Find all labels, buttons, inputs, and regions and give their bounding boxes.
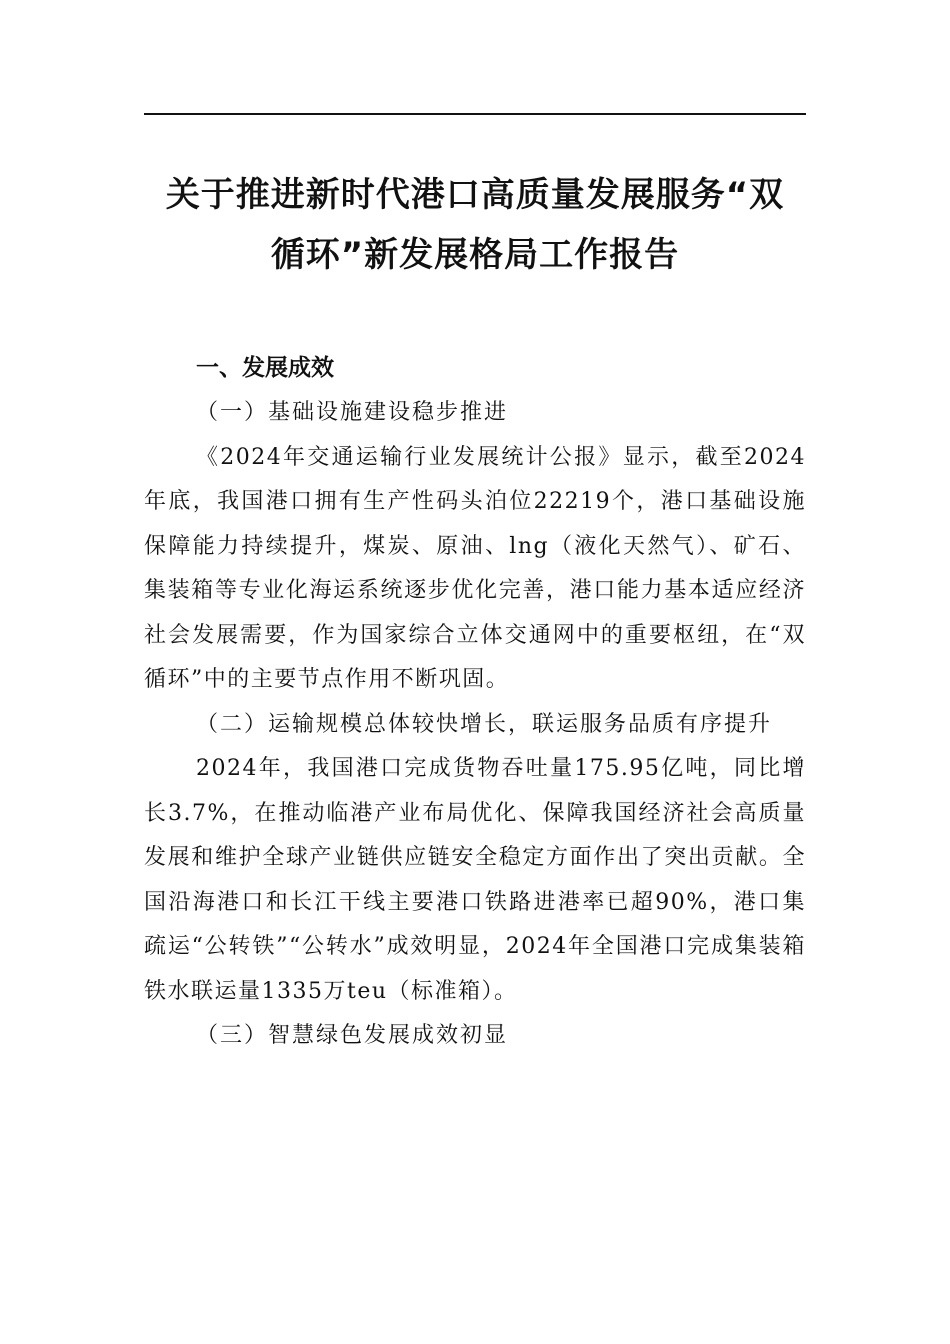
paragraph-transport-scale: 2024年，我国港口完成货物吞吐量175.95亿吨，同比增长3.7%，在推动临港产业布局优化、保障我国经济社会高质量发展和维护全球产业链供应链安全稳定方面作出了突出贡献。全国沿海港口和长江干线主要港口铁路进港率已超90%，港口集疏运“公转铁”“公转水”成效明显，2024年全国港口完成集装箱铁水联运量1335万teu（标准箱）。 [144, 756, 806, 1004]
document-body [144, 345, 806, 1059]
title-line-1: 关于推进新时代港口高质量发展服务“双 [165, 175, 785, 215]
header-rule [144, 113, 806, 115]
section-heading-achievements: 一、发展成效 [196, 355, 334, 381]
subsection-heading-transport-scale: （二）运输规模总体较快增长，联运服务品质有序提升 [196, 711, 773, 737]
paragraph-infrastructure: 《2024年交通运输行业发展统计公报》显示，截至2024年底，我国港口拥有生产性码头泊位22219个，港口基础设施保障能力持续提升，煤炭、原油、lng（液化天然气）、矿石、集装箱等专业化海运系统逐步优化完善，港口能力基本适应经济社会发展需要，作为国家综合立体交通网中的重要枢纽，在“双循环”中的主要节点作用不断巩固。 [144, 444, 806, 692]
title-line-2: 循环”新发展格局工作报告 [270, 235, 680, 275]
document-title [144, 165, 806, 285]
subsection-heading-smart-green: （三）智慧绿色发展成效初显 [196, 1023, 509, 1048]
subsection-heading-infrastructure: （一）基础设施建设稳步推进 [196, 400, 509, 425]
